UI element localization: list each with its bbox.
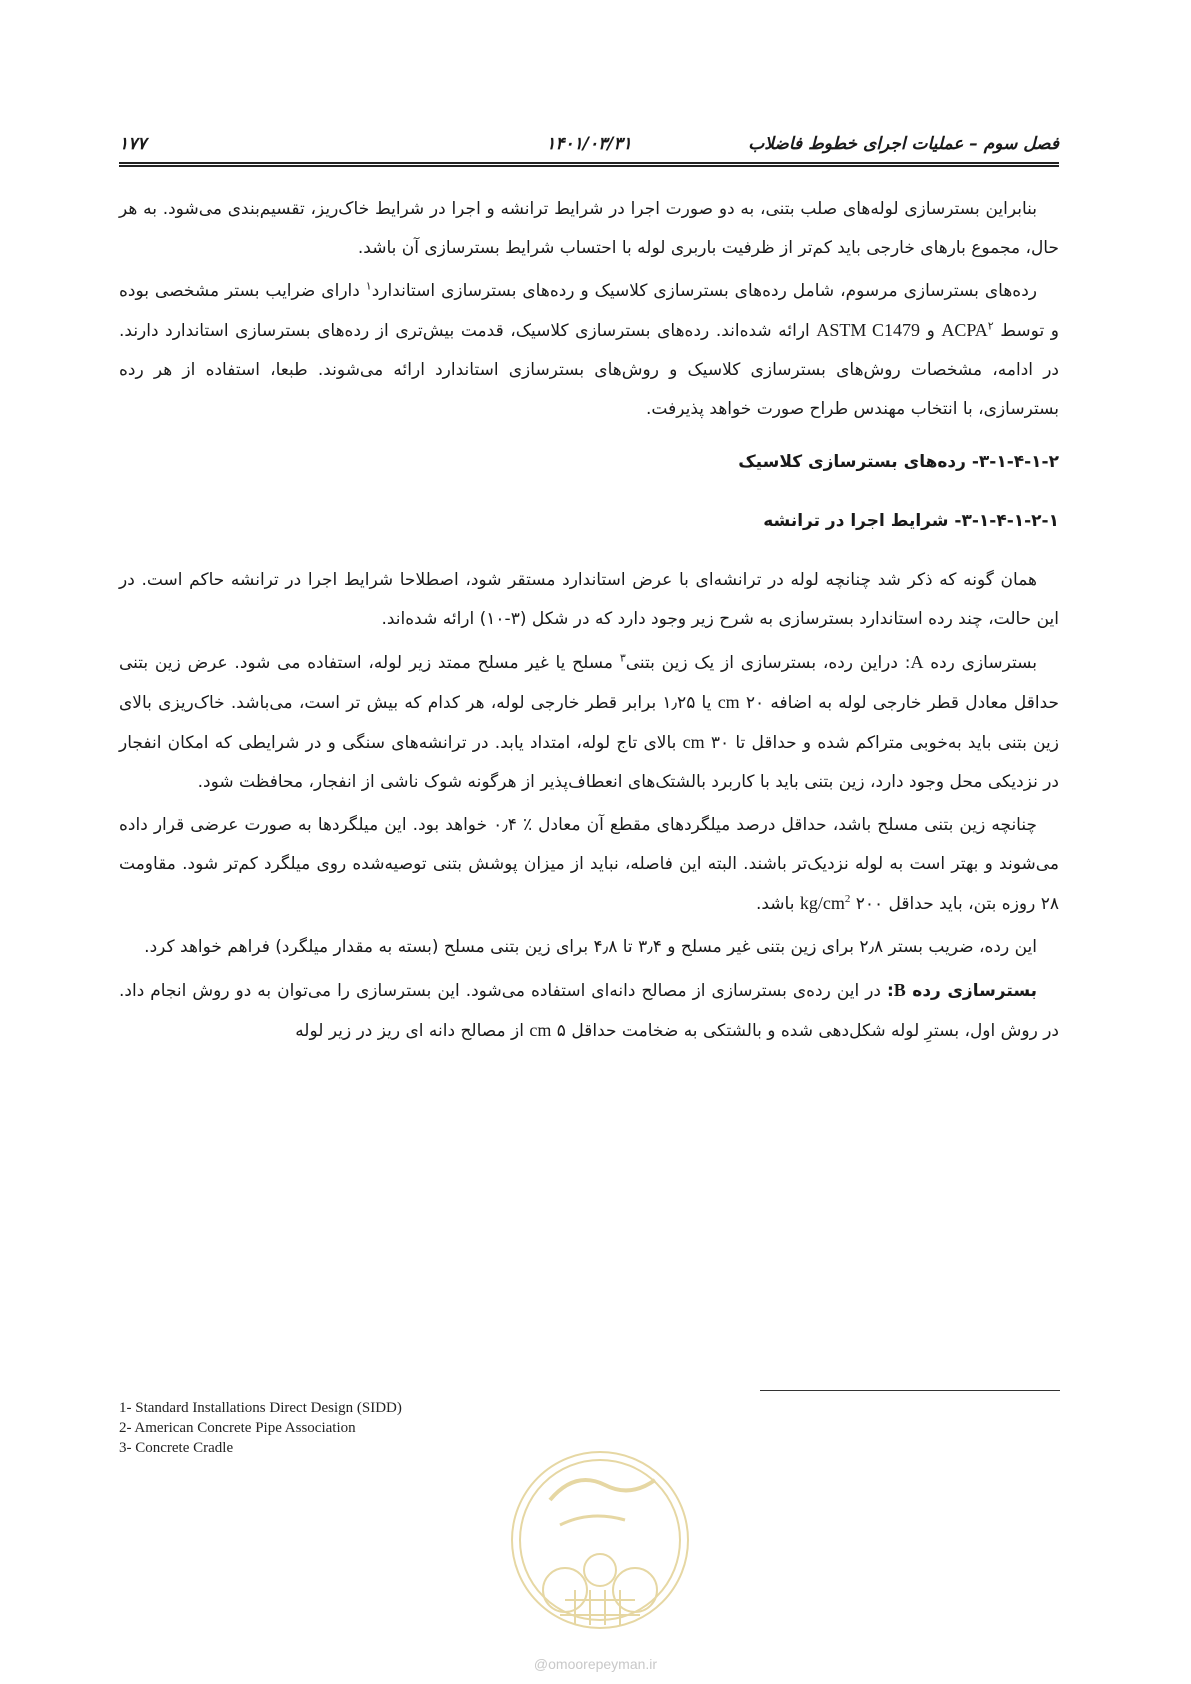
paragraph-text: بسترسازی رده — [923, 653, 1038, 673]
paragraph-text: ۲۰۰ باشد. — [755, 894, 884, 914]
footnote-ref: ۱ — [365, 279, 372, 293]
footnote-item: 2- American Concrete Pipe Association — [119, 1420, 356, 1436]
paragraph-text: از مصالح دانه ای ریز در زیر لوله — [295, 1021, 530, 1041]
unit-text: kg/cm — [799, 893, 845, 913]
watermark-logo — [505, 1440, 695, 1650]
paragraph — [119, 971, 1059, 1051]
unit: cm — [529, 1020, 552, 1040]
bold-label-text: بسترسازی رده — [905, 981, 1037, 1001]
paragraph — [119, 561, 1059, 639]
page-number: ۱۷۷ — [119, 134, 147, 154]
section-heading: ۳-۱-۴-۱-۲- رده‌های بسترسازی کلاسیک — [738, 452, 1059, 472]
unit: cm — [682, 732, 705, 752]
paragraph — [119, 806, 1059, 924]
paragraph-text: ارائه شده‌اند. رده‌های بسترسازی کلاسیک، قدمت بیش‌تری از رده‌های بسترسازی استاندارد دارند. در ادامه، مشخصات روش‌های بسترسازی کلاسیک و روش‌های بسترسازی استاندارد ارائه می‌شوند. طبعا، استفاده از هر رده بسترسازی، با انتخاب مهندس طراح صورت خواهد پذیرفت. — [119, 321, 1059, 419]
footnote-separator — [760, 1390, 1060, 1391]
footnote-item: 1- Standard Installations Direct Design (SIDD) — [119, 1400, 402, 1416]
paragraph-text: رده‌های بسترسازی مرسوم، شامل رده‌های بسترسازی کلاسیک و رده‌های بسترسازی استاندارد — [371, 281, 1037, 301]
paragraph — [119, 272, 1059, 429]
paragraph-text: یا ۱٫۲۵ برابر قطر خارجی لوله، هر کدام که بیش تر است، می‌باشد. خاک‌ریزی بالای زین بتنی باید به‌خوبی متراکم شده و حداقل تا ۳۰ — [119, 693, 1059, 753]
footnote-ref: ۲ — [987, 319, 994, 333]
header-date: ۱۴۰۱/۰۳/۳۱ — [546, 134, 632, 154]
footnote-ref: ۳ — [619, 651, 626, 665]
paragraph-text: بنابراین بسترسازی لوله‌های صلب بتنی، به دو صورت اجرا در شرایط ترانشه و اجرا در شرایط خاک‌ریز، تقسیم‌بندی می‌شود. به هر حال، مجموع بارهای خارجی باید کم‌تر از ظرفیت باربری لوله با احتساب شرایط بسترسازی آن باشد. — [119, 199, 1059, 258]
chapter-title: فصل سوم – عملیات اجرای خطوط فاضلاب — [748, 134, 1059, 154]
footnote-item: 3- Concrete Cradle — [119, 1440, 234, 1456]
paragraph-text: : دراین رده، بسترسازی از یک زین بتنی — [625, 653, 911, 673]
watermark-url: @omoorepeyman.ir — [533, 1656, 658, 1672]
unit: cm — [717, 692, 740, 712]
paragraph-text: در این رده‌ی بسترسازی از مصالح دانه‌ای استفاده می‌شود. این بسترسازی را می‌توان به دو روش انجام داد. در روش اول، بسترِ لوله شکل‌دهی شده و بالشتکی به ضخامت حداقل ۵ — [119, 981, 1059, 1041]
paragraph — [119, 643, 1059, 802]
bold-label — [887, 981, 1037, 1001]
footnotes — [119, 1398, 402, 1458]
paragraph-text: مسلح یا غیر مسلح ممتد زیر لوله، استفاده می شود. عرض زین بتنی حداقل معادل قطر خارجی لوله به اضافه ۲۰ — [119, 653, 1060, 713]
seal-icon — [505, 1440, 695, 1650]
page-header — [119, 128, 1059, 167]
class-letter: B — [893, 980, 906, 1000]
latin-term: ACPA — [941, 320, 988, 340]
paragraph-text: چنانچه زین بتنی مسلح باشد، حداقل درصد میلگردهای مقطع آن معادل ٪ ۰٫۴ خواهد بود. این میلگردها به صورت عرضی قرار داده می‌شوند و بهتر است به لوله نزدیک‌تر باشند. البته این فاصله، نباید از میزان پوشش بتنی توصیه‌شده روی میلگرد کم‌تر شود. مقاومت ۲۸ روزه بتن، باید حداقل — [119, 815, 1059, 914]
paragraph-text: و — [920, 321, 942, 341]
document-body — [119, 190, 1059, 1055]
paragraph-text: بالای تاج لوله، امتداد یابد. در ترانشه‌های سنگی و در شرایطی که امکان انفجار در نزدیکی محل وجود دارد، زین بتنی باید با کاربرد بالشتک‌های انعطاف‌پذیر از هرگونه شوک ناشی از انفجار، محافظت شود. — [119, 733, 1059, 792]
paragraph — [119, 190, 1059, 268]
paragraph-text: دارای ضرایب بستر مشخصی بوده و توسط — [119, 281, 1059, 341]
paragraph-text: همان گونه که ذکر شد چنانچه لوله در ترانشه‌ای با عرض استاندارد مستقر شود، اصطلاحا شرایط اجرا در ترانشه حاکم است. در این حالت، چند رده استاندارد بسترسازی به شرح زیر وجود دارد که در شکل (۳-۱۰) ارائه شده‌اند. — [119, 570, 1059, 629]
unit-exponent: 2 — [844, 893, 851, 905]
class-letter: A — [910, 652, 924, 672]
unit — [800, 893, 851, 913]
bold-label-colon: : — [886, 981, 894, 1001]
subsection-heading: ۳-۱-۴-۱-۲-۱- شرایط اجرا در ترانشه — [763, 511, 1059, 531]
paragraph-text: این رده، ضریب بستر ۲٫۸ برای زین بتنی غیر مسلح و ۳٫۴ تا ۴٫۸ برای زین بتنی مسلح (بسته به مقدار میلگرد) فراهم خواهد کرد. — [144, 937, 1037, 957]
paragraph — [119, 928, 1059, 967]
latin-term: ASTM C1479 — [816, 320, 921, 340]
